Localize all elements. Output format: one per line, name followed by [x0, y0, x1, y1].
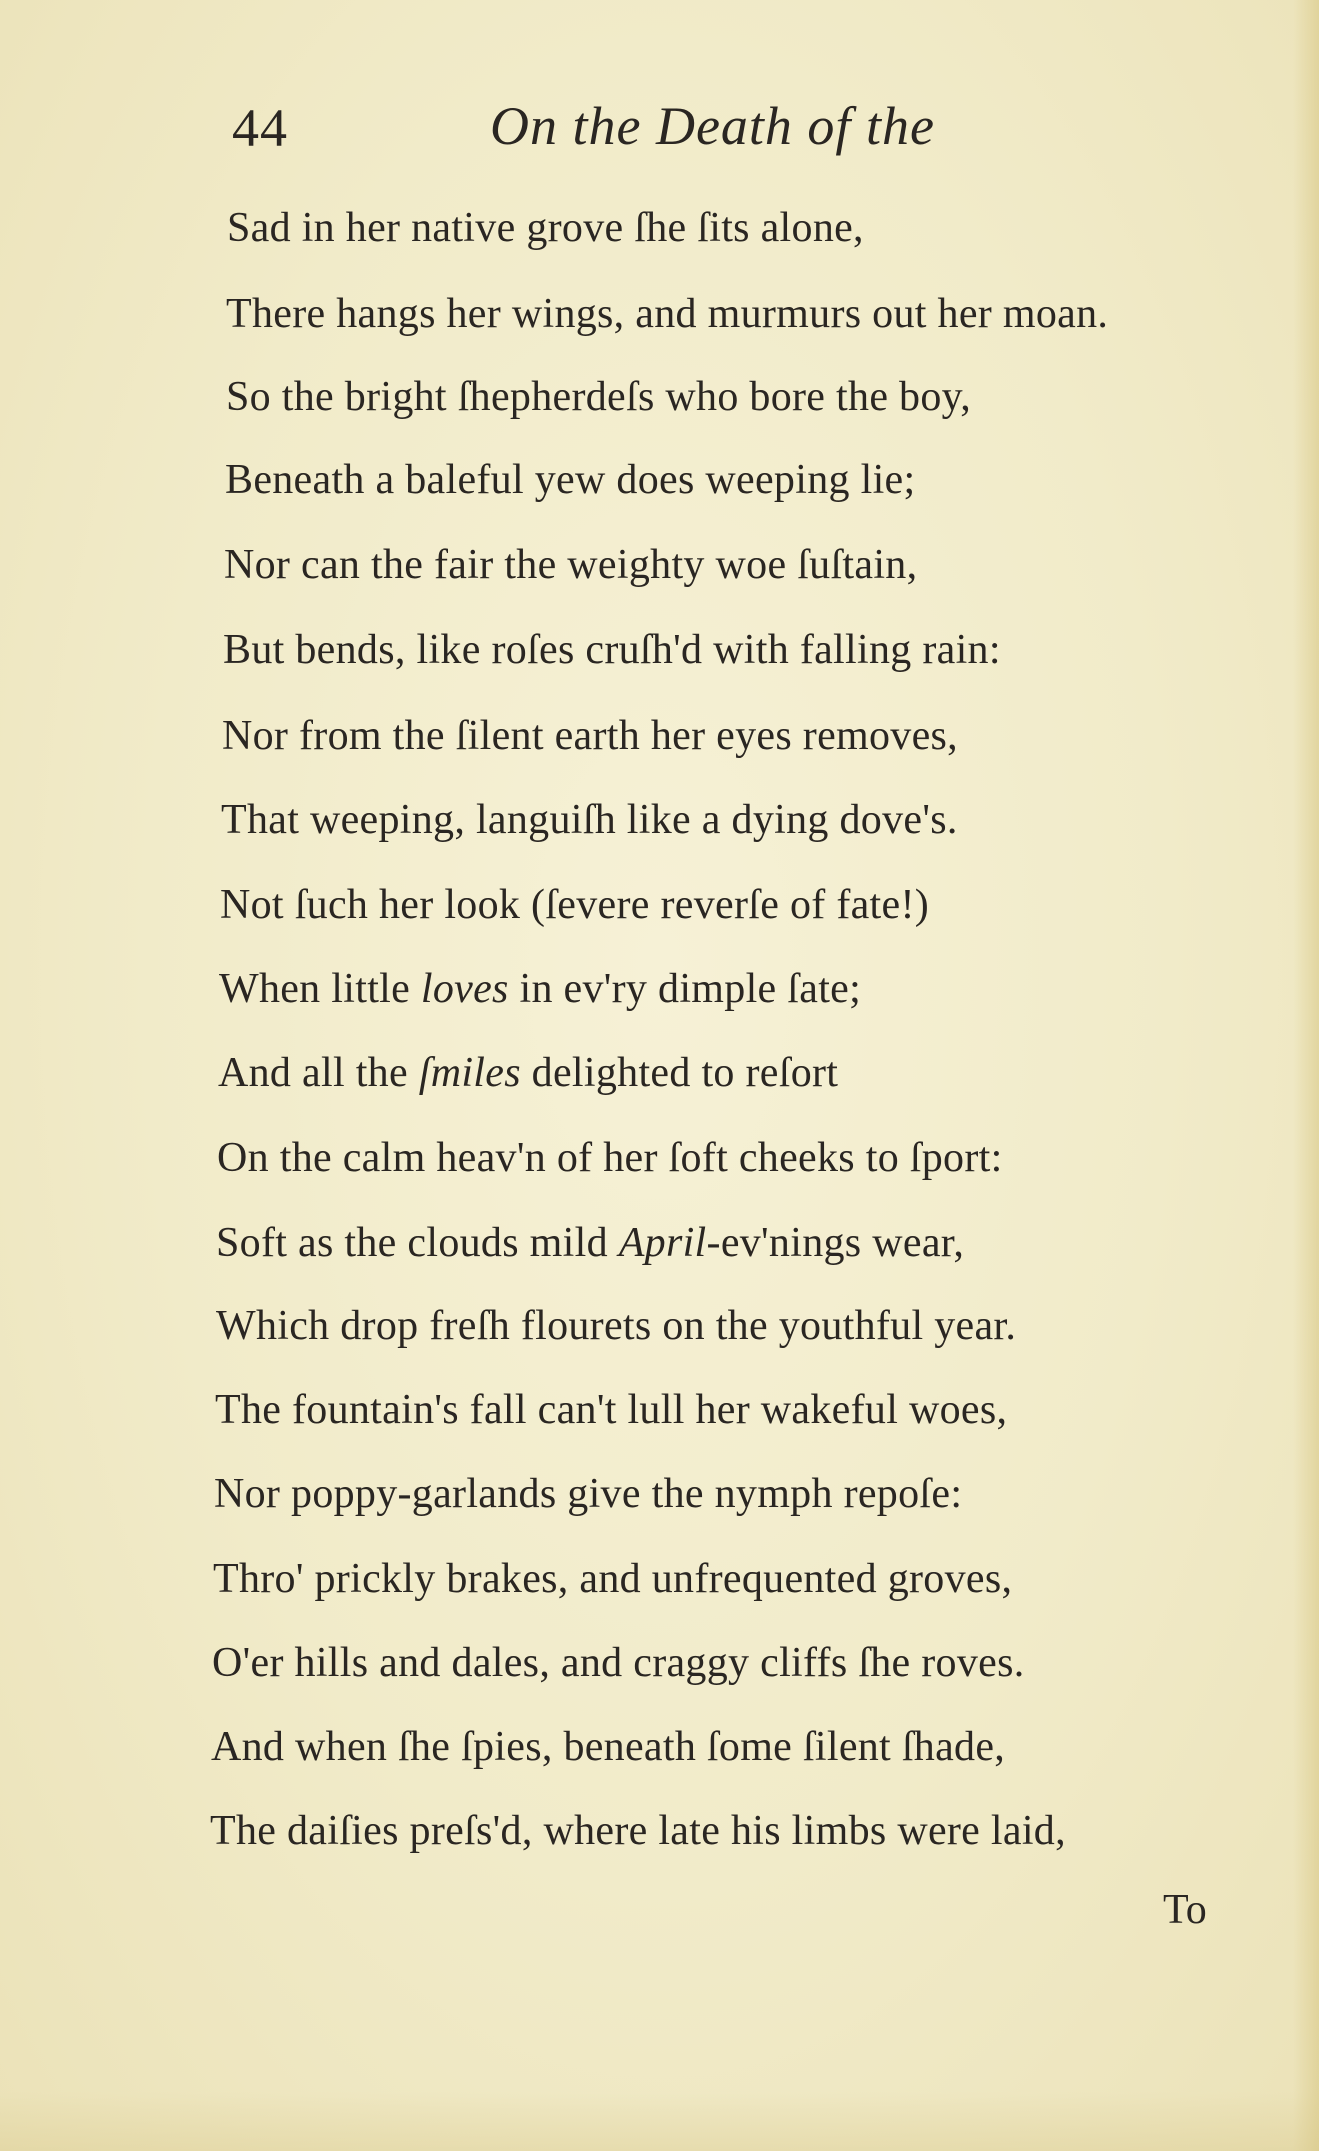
poem-line: O'er hills and dales, and craggy cliffs ſhe roves. [212, 1640, 1025, 1686]
poem-line: The fountain's fall can't lull her wakeful woes, [215, 1387, 1008, 1433]
poem-line: And when ſhe ſpies, beneath ſome ſilent ſhade, [211, 1724, 1006, 1770]
poem-line: Not ſuch her look (ſevere reverſe of fate!) [220, 882, 930, 928]
page-bottom-shade [0, 2091, 1319, 2151]
poem-line: That weeping, languiſh like a dying dove's. [221, 797, 958, 843]
poem-line: Which drop freſh flourets on the youthful year. [216, 1303, 1017, 1349]
poem-line: And all the ſmiles delighted to reſort [218, 1050, 839, 1096]
catchword: To [1163, 1887, 1207, 1933]
running-head: On the Death of the [490, 96, 935, 156]
poem-line: There hangs her wings, and murmurs out her moan. [226, 291, 1109, 337]
poem-line: So the bright ſhepherdeſs who bore the boy, [226, 374, 972, 420]
poem-line: Sad in her native grove ſhe ſits alone, [227, 205, 864, 251]
poem-line: Thro' prickly brakes, and unfrequented groves, [213, 1556, 1013, 1602]
poem-line: The daiſies preſs'd, where late his limbs were laid, [210, 1808, 1066, 1854]
poem-line: Beneath a baleful yew does weeping lie; [225, 457, 916, 503]
poem-line: Nor poppy-garlands give the nymph repoſe: [214, 1471, 963, 1517]
poem-line: Nor from the ſilent earth her eyes removes, [222, 713, 958, 759]
poem-line: Soft as the clouds mild April-ev'nings wear, [216, 1220, 965, 1266]
poem-line: But bends, like roſes cruſh'd with falling rain: [223, 627, 1001, 673]
poem-line: Nor can the fair the weighty woe ſuſtain, [224, 542, 918, 588]
poem-line: When little loves in ev'ry dimple ſate; [219, 966, 862, 1012]
page-number: 44 [232, 98, 288, 158]
poem-line: On the calm heav'n of her ſoft cheeks to ſport: [217, 1135, 1003, 1181]
